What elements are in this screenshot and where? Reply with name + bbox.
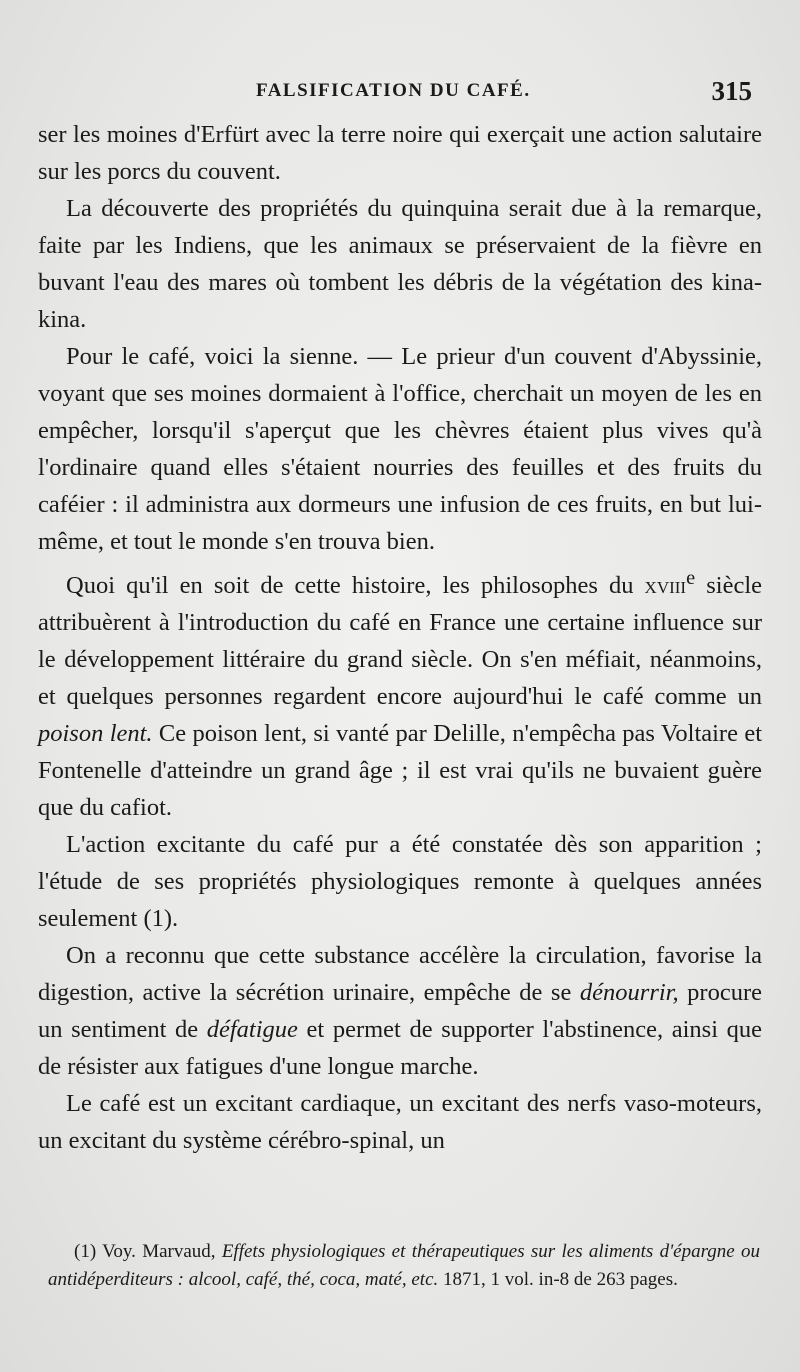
century-superscript: e: [686, 567, 696, 589]
body-text: [38, 116, 762, 1159]
footnote-run: (1) Voy. Marvaud,: [74, 1241, 222, 1262]
paragraph-action-excitante: L'action excitante du café pur a été constatée dès son apparition ; l'étude de ses propriétés physiologiques remonte à quelques années seulement (1).: [38, 831, 762, 933]
paragraph-substance: [38, 937, 762, 1085]
paragraph-philosophes: [38, 560, 762, 826]
text-run: et permet de supporter l'abstinence, ainsi que de résister aux fatigues d'une longue marche.: [38, 1016, 763, 1081]
page-number: 315: [711, 76, 752, 106]
paragraph-quinquina: La découverte des propriétés du quinquina serait due à la remarque, faite par les Indiens, que les animaux se préservaient de la fièvre en buvant l'eau des mares où tombent les débris de la végétation des kina-kina.: [38, 195, 762, 333]
text-run: siècle attribuèrent à l'introduction du café en France une certaine influence sur le développement littéraire du grand siècle. On s'en méfiait, néanmoins, et quelques personnes regardent encore aujourd'hui le café comme un: [38, 572, 763, 711]
page-header: [0, 78, 800, 112]
italic-term: défatigue: [206, 1016, 298, 1044]
footnote-text: [48, 1238, 760, 1294]
text-run: procure un sentiment de: [38, 979, 762, 1044]
paragraph-abyssinie: Pour le café, voici la sienne. — Le prieur d'un couvent d'Abyssinie, voyant que ses moines dormaient à l'office, cherchait un moyen de les en empêcher, lorsqu'il s'aperçut que les chèvres étaient plus vives qu'à l'ordinaire quand elles s'étaient nourries des feuilles et des fruits du caféier : il administra aux dormeurs une infusion de ces fruits, en but lui-même, et tout le monde s'en trouva bien.: [38, 343, 762, 555]
text-run: Quoi qu'il en soit de cette histoire, les philosophes du: [66, 572, 645, 600]
text-run: On a reconnu que cette substance accélère la circulation, favorise la digestion, active la sécrétion urinaire, empêche de se: [38, 942, 762, 1007]
paragraph-excitant: Le café est un excitant cardiaque, un excitant des nerfs vaso-moteurs, un excitant du système cérébro-spinal, un: [38, 1090, 762, 1155]
century-numeral: xviii: [644, 572, 687, 600]
italic-term: poison lent.: [38, 720, 153, 748]
footnote-run: 1871, 1 vol. in-8 de 263 pages.: [438, 1269, 678, 1290]
paragraph-continuation: ser les moines d'Erfürt avec la terre noire qui exerçait une action salutaire sur les porcs du couvent.: [38, 121, 762, 185]
italic-term: dénourrir,: [579, 979, 679, 1007]
text-run: Ce poison lent, si vanté par Delille, n'empêcha pas Voltaire et Fontenelle d'atteindre un grand âge ; il est vrai qu'ils ne buvaient guère que du cafiot.: [38, 720, 762, 822]
footnote: [48, 1238, 760, 1294]
footnote-title: Effets physiologiques et thérapeutiques sur les aliments d'épargne ou antidéperditeurs : alcool, café, thé, coca, maté, etc.: [48, 1241, 760, 1290]
running-title: FALSIFICATION DU CAFÉ.: [256, 80, 531, 101]
